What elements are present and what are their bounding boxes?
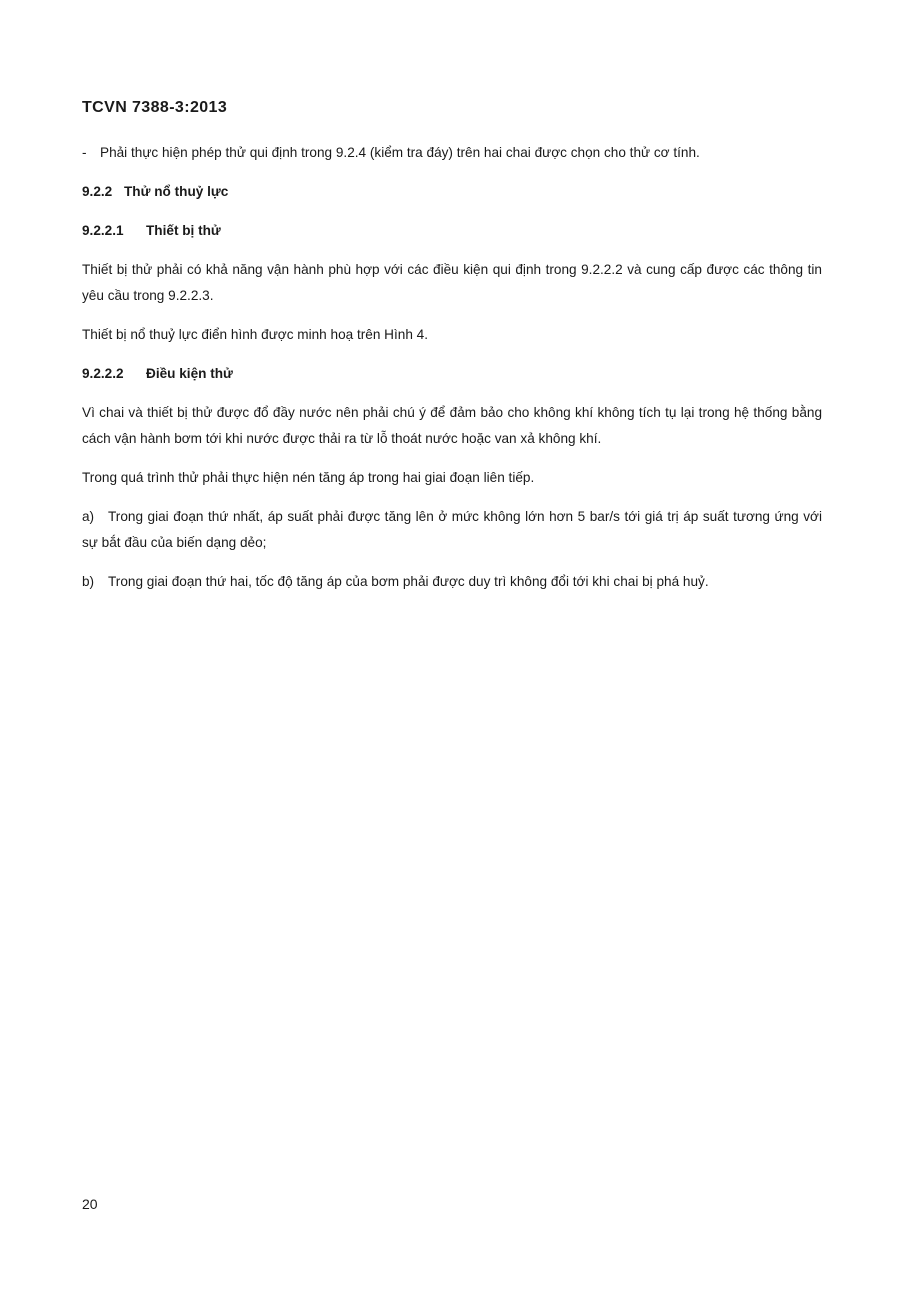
section-title: Thiết bị thử [146,223,221,238]
standard-code: TCVN 7388-3:2013 [82,99,228,116]
section-title: Thử nổ thuỷ lực [124,184,229,199]
paragraph: Thiết bị nổ thuỷ lực điển hình được minh hoạ trên Hình 4. [82,327,429,342]
document-body [82,140,822,608]
bullet-dash: - [82,145,87,160]
list-marker: a) [82,509,95,524]
section-number: 9.2.2 [82,184,113,199]
section-title: Điều kiện thử [146,366,233,381]
list-item-b [82,569,822,595]
section-heading-9-2-2 [82,179,822,205]
section-number: 9.2.2.2 [82,366,124,381]
list-item-text: Trong giai đoạn thứ hai, tốc độ tăng áp của bơm phải được duy trì không đổi tới khi chai bị phá huỷ. [108,574,709,589]
paragraph: Vì chai và thiết bị thử được đổ đầy nước nên phải chú ý để đảm bảo cho không khí không tích tụ lại trong hệ thống bằng cách vận hành bơm tới khi nước được thải ra từ lỗ thoát nước hoặc van xả không khí. [82,405,822,446]
section-heading-9-2-2-2 [82,361,822,387]
page-number: 20 [82,1196,98,1212]
paragraph: Trong quá trình thử phải thực hiện nén tăng áp trong hai giai đoạn liên tiếp. [82,470,535,485]
list-item-a [82,504,822,556]
list-marker: b) [82,574,95,589]
paragraph: Thiết bị thử phải có khả năng vận hành phù hợp với các điều kiện qui định trong 9.2.2.2 và cung cấp được các thông tin yêu cầu trong 9.2.2.3. [82,262,822,303]
section-number: 9.2.2.1 [82,223,124,238]
bullet-text: Phải thực hiện phép thử qui định trong 9.2.4 (kiểm tra đáy) trên hai chai được chọn cho thử cơ tính. [100,145,700,160]
list-item-text: Trong giai đoạn thứ nhất, áp suất phải được tăng lên ở mức không lớn hơn 5 bar/s tới giá trị áp suất tương ứng với sự bắt đầu của biến dạng dẻo; [82,509,822,550]
bullet-item [82,140,822,166]
section-heading-9-2-2-1 [82,218,822,244]
